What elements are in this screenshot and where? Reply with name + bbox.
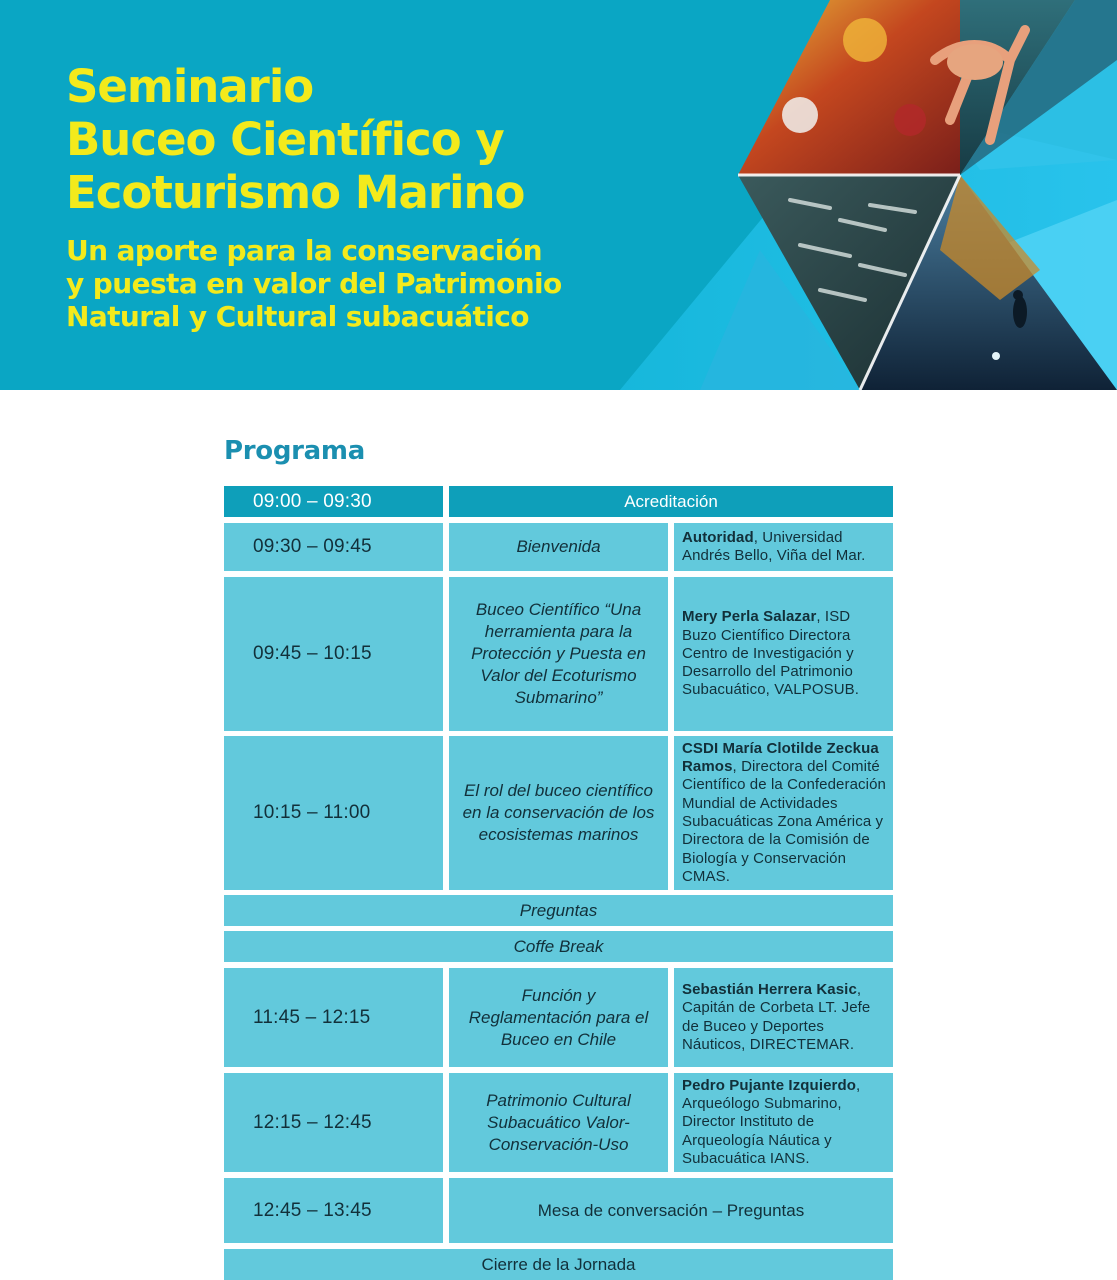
program-row	[224, 931, 893, 962]
speaker-name: Pedro Pujante Izquierdo	[682, 1076, 856, 1094]
topic-cell: Patrimonio Cultural Subacuático Valor-Conservación-Uso	[449, 1073, 668, 1172]
time-cell: 11:45 – 12:15	[224, 968, 443, 1067]
speaker-cell	[674, 523, 893, 571]
topic-cell: Buceo Científico “Una herramienta para la Protección y Puesta en Valor del Ecoturismo Submarino”	[449, 577, 668, 731]
topic-cell: Bienvenida	[449, 523, 668, 571]
activity-cell: Coffe Break	[224, 931, 893, 962]
speaker-name: Autoridad	[682, 528, 754, 546]
title-line: Seminario	[66, 60, 314, 113]
time-cell: 10:15 – 11:00	[224, 736, 443, 890]
time-cell: 12:45 – 13:45	[224, 1178, 443, 1243]
speaker-cell	[674, 577, 893, 731]
title-line: Buceo Científico y	[66, 113, 504, 166]
speaker-cell	[674, 736, 893, 890]
title-line: Ecoturismo Marino	[66, 166, 525, 219]
speaker-cell	[674, 968, 893, 1067]
speaker-detail: , Directora del Comité Científico de la Confederación Mundial de Actividades Subacuáticas Zona América y Directora de la Comisión de Biología y Conservación CMAS.	[682, 758, 886, 885]
program-row	[224, 1073, 893, 1172]
activity-cell: Preguntas	[224, 895, 893, 926]
program-row	[224, 577, 893, 731]
activity-cell: Acreditación	[449, 486, 893, 517]
speaker-detail: , Universidad Andrés Bello, Viña del Mar.	[682, 528, 866, 564]
seminar-title	[66, 60, 524, 219]
topic-cell: El rol del buceo científico en la conservación de los ecosistemas marinos	[449, 736, 668, 890]
subtitle-line: Natural y Cultural subacuático	[66, 300, 529, 333]
programa-heading: Programa	[224, 436, 365, 466]
subtitle-line: Un aporte para la conservación	[66, 234, 542, 267]
program-row	[224, 1178, 893, 1243]
time-cell: 09:45 – 10:15	[224, 577, 443, 731]
time-cell: 09:30 – 09:45	[224, 523, 443, 571]
program-row	[224, 486, 893, 517]
activity-cell: Mesa de conversación – Preguntas	[449, 1178, 893, 1243]
speaker-detail: , Capitán de Corbeta LT. Jefe de Buceo y Deportes Náuticos, DIRECTEMAR.	[682, 980, 871, 1053]
speaker-detail: , Arqueólogo Submarino, Director Instituto de Arqueología Náutica y Subacuática IANS.	[682, 1076, 861, 1167]
time-cell: 09:00 – 09:30	[224, 486, 443, 517]
speaker-name: Sebastián Herrera Kasic	[682, 980, 857, 998]
program-row	[224, 895, 893, 926]
subtitle-line: y puesta en valor del Patrimonio	[66, 267, 562, 300]
program-row	[224, 523, 893, 571]
program-row	[224, 1249, 893, 1280]
topic-cell: Función y Reglamentación para el Buceo en Chile	[449, 968, 668, 1067]
program-row	[224, 736, 893, 890]
time-cell: 12:15 – 12:45	[224, 1073, 443, 1172]
activity-cell: Cierre de la Jornada	[224, 1249, 893, 1280]
speaker-name: CSDI María Clotilde Zeckua Ramos	[682, 739, 879, 776]
speaker-cell	[674, 1073, 893, 1172]
header-banner	[0, 0, 1117, 390]
speaker-detail: , ISD Buzo Científico Directora Centro de Investigación y Desarrollo del Patrimonio Subacuático, VALPOSUB.	[682, 608, 860, 699]
seminar-subtitle	[66, 234, 562, 333]
program-row	[224, 968, 893, 1067]
speaker-name: Mery Perla Salazar	[682, 608, 817, 626]
